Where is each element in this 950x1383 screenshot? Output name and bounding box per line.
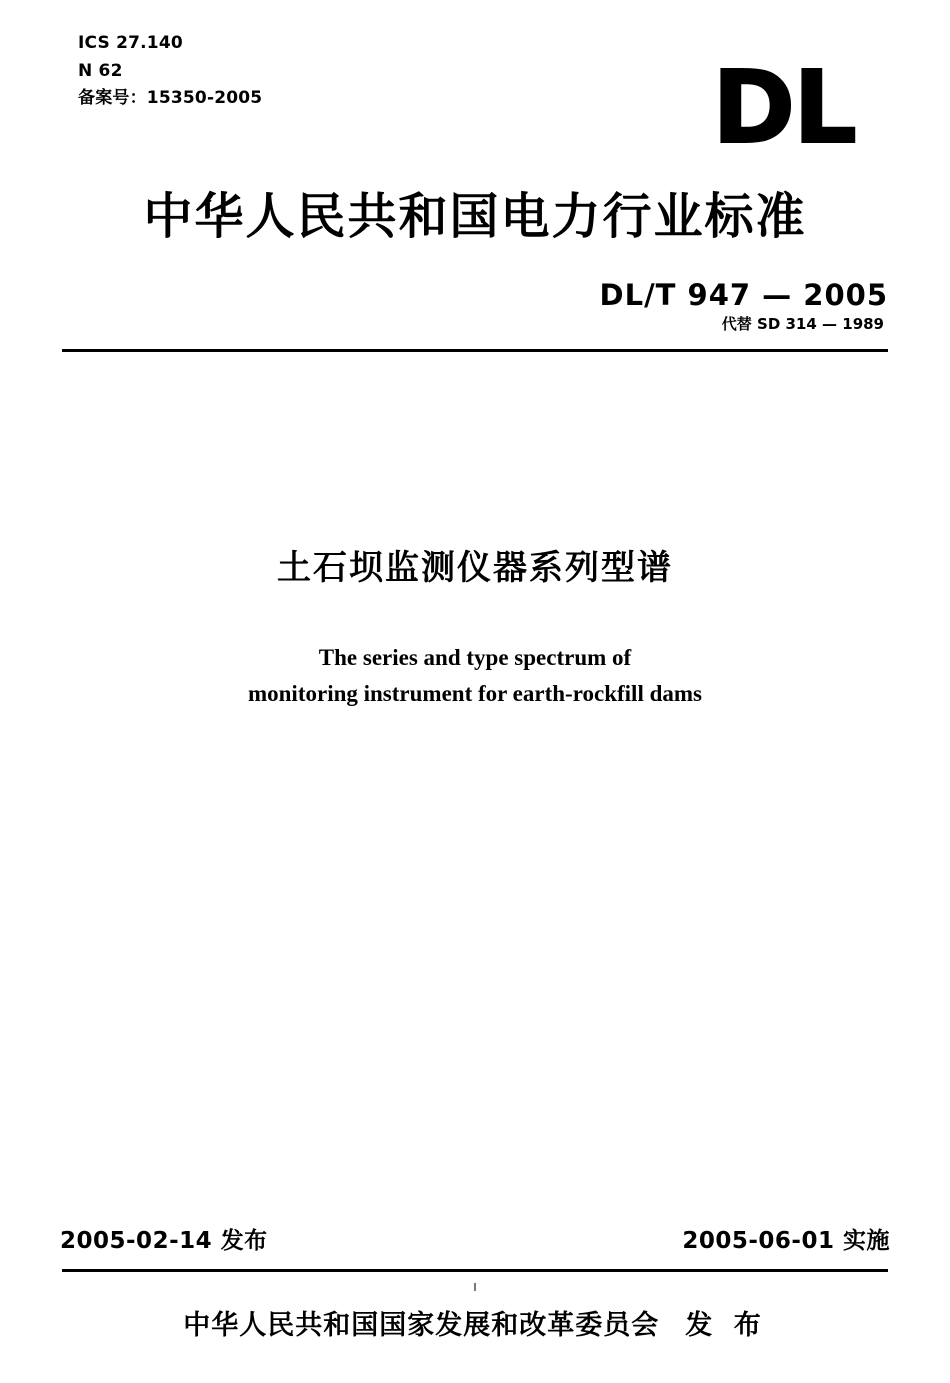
document-title-english bbox=[0, 640, 950, 711]
document-title-english-line1: The series and type spectrum of bbox=[318, 645, 632, 670]
standard-replaces: 代替 SD 314 — 1989 bbox=[721, 315, 884, 333]
issuing-body-title: 中华人民共和国电力行业标准 bbox=[143, 188, 807, 245]
ics-code: ICS 27.140 bbox=[78, 33, 183, 53]
fold-mark bbox=[474, 1283, 476, 1291]
issue-date: 2005-02-14 发布 bbox=[60, 1228, 268, 1254]
divider-top bbox=[62, 349, 888, 352]
publisher-name: 中华人民共和国国家发展和改革委员会 bbox=[183, 1310, 660, 1341]
record-number: 备案号：15350-2005 bbox=[78, 88, 263, 109]
publisher-verb: 发 布 bbox=[685, 1310, 767, 1341]
document-title-english-line2: monitoring instrument for earth-rockfill dams bbox=[247, 680, 702, 706]
divider-bottom bbox=[62, 1269, 888, 1272]
effective-date: 2005-06-01 实施 bbox=[682, 1228, 890, 1254]
standard-number: DL/T 947 — 2005 bbox=[599, 278, 888, 312]
classification-code: N 62 bbox=[78, 60, 123, 81]
publisher-line bbox=[0, 1303, 950, 1342]
metadata-block bbox=[78, 30, 262, 113]
dl-logo: DL bbox=[712, 49, 855, 166]
document-title-chinese: 土石坝监测仪器系列型谱 bbox=[277, 548, 673, 588]
